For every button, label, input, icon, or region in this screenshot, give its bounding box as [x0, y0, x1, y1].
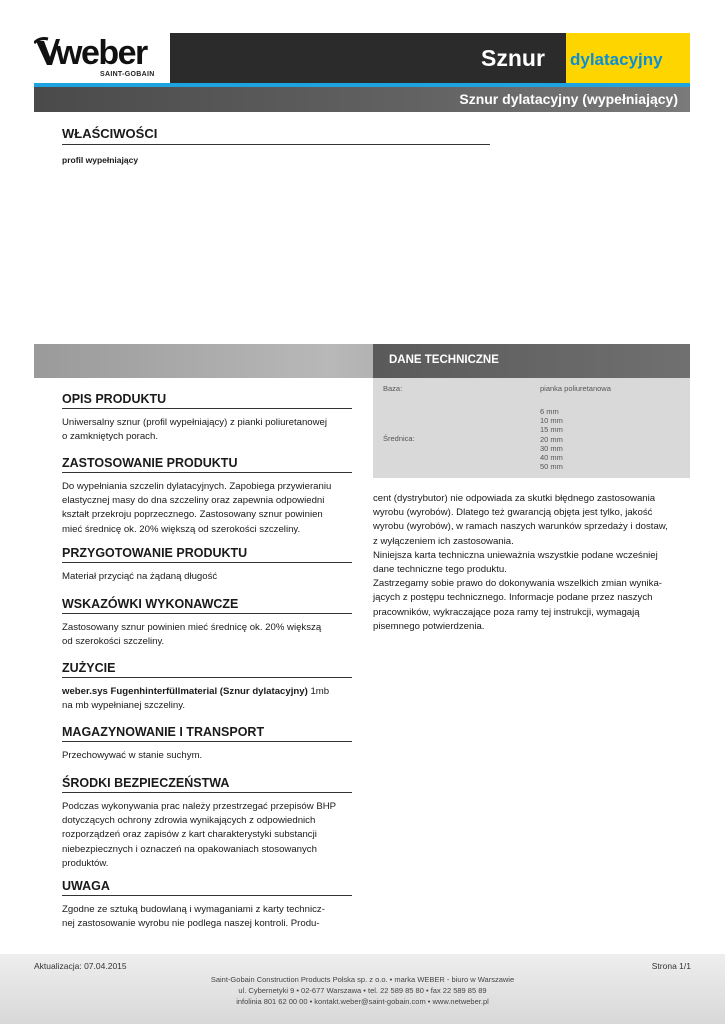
text-line: Niniejsza karta techniczna unieważnia wszystkie podane wcześniej: [373, 549, 658, 561]
text-line: Zastosowany sznur powinien mieć średnicę ok. 20% większą: [62, 622, 322, 633]
section-heading-zastosowanie: ZASTOSOWANIE PRODUKTU: [62, 456, 238, 470]
tech-value-diameter: 30 mm: [540, 443, 563, 453]
section-text-zuzycie: [62, 685, 354, 713]
section-heading-magazynowanie: MAGAZYNOWANIE I TRANSPORT: [62, 725, 265, 739]
text-line: niebezpiecznych i oznaczeń na opakowaniach stosowanych: [62, 843, 317, 855]
product-full-name: Sznur dylatacyjny (wypełniający): [459, 91, 678, 107]
section-rule: [62, 677, 352, 678]
product-subtitle: dylatacyjny: [570, 50, 663, 69]
text-line: kształt przekroju poprzecznego. Zastosowany sznur powinien: [62, 509, 323, 521]
text-line: produktów.: [62, 857, 109, 869]
text-line: pracowników, wykraczające poza ramy tej instrukcji, wymagają: [373, 606, 640, 618]
section-rule: [62, 613, 352, 614]
text-line: od szerokości szczeliny.: [62, 636, 165, 648]
text-line: nej zastosowanie wyrobu nie podlega naszej kontroli. Produ-: [62, 918, 320, 930]
text-line: Zastrzegamy sobie prawo do dokonywania wszelkich zmian wynika-: [373, 578, 663, 590]
text-line: mieć średnicę ok. 20% większą od szerokości szczeliny.: [62, 523, 301, 535]
product-reference: weber.sys Fugenhinterfüllmaterial (Sznur dylatacyjny): [62, 686, 308, 697]
weber-logo: [34, 33, 170, 83]
section-text-opis: [62, 416, 354, 444]
section-heading-przygotowanie: PRZYGOTOWANIE PRODUKTU: [62, 546, 248, 560]
text-line: cent (dystrybutor) nie odpowiada za skutki błędnego zastosowania: [373, 493, 656, 504]
tech-values-srednica: [540, 407, 563, 471]
tech-data-header: [373, 344, 690, 378]
section-heading-opis: OPIS PRODUKTU: [62, 392, 167, 406]
update-date: Aktualizacja: 07.04.2015: [34, 961, 127, 971]
section-text-przygotowanie: [62, 570, 354, 584]
footer-company: Saint-Gobain Construction Products Polska sp. z o.o. • marka WEBER - biuro w Warszawie: [210, 975, 515, 984]
section-heading-zuzycie: ZUŻYCIE: [62, 661, 116, 675]
text-line: Uniwersalny sznur (profil wypełniający) z pianki poliuretanowej: [62, 417, 328, 428]
text-line: jących z postępu technicznego. Informacje podane przez naszych: [373, 592, 653, 604]
section-rule: [62, 408, 352, 409]
section-rule: [62, 741, 352, 742]
text-line: Przechowywać w stanie suchym.: [62, 750, 203, 761]
product-title: Sznur: [481, 45, 545, 71]
tech-value-diameter: 15 mm: [540, 425, 563, 435]
section-text-bezpieczenstwo: [62, 800, 354, 871]
text-line: o zamkniętych porach.: [62, 431, 158, 443]
text-line: dotyczących ochrony zdrowia wynikających z odpowiednich: [62, 815, 316, 827]
section-rule: [62, 792, 352, 793]
section-text-magazynowanie: [62, 749, 354, 763]
section-text-zastosowanie: [62, 480, 354, 537]
text-line: rozporządzeń oraz zapisów z kart charakterystyki substancji: [62, 829, 317, 841]
text-line: dane techniczne tego produktu.: [373, 564, 507, 576]
section-text-uwaga: [62, 903, 354, 931]
tech-data-heading: DANE TECHNICZNE: [389, 354, 499, 366]
footer-address: ul. Cybernetyki 9 • 02-677 Warszawa • tel. 22 589 85 80 • fax 22 589 85 89: [238, 986, 487, 995]
text-line: pisemnego potwierdzenia.: [373, 620, 485, 632]
section-rule: [62, 562, 352, 563]
uwaga-continuation: [373, 492, 691, 634]
product-name-bar: [34, 87, 690, 112]
logo-subtext: SAINT-GOBAIN: [100, 71, 155, 78]
tech-value-diameter: 10 mm: [540, 416, 563, 426]
text-line: Do wypełniania szczelin dylatacyjnych. Zapobiega przywieraniu: [62, 481, 332, 492]
footer-contact: infolinia 801 62 00 00 • kontakt.weber@saint-gobain.com • www.netweber.pl: [236, 997, 489, 1006]
properties-text: profil wypełniający: [62, 155, 139, 165]
tech-label-baza: Baza:: [383, 384, 403, 393]
tech-data-table: [373, 378, 690, 478]
section-heading-wskazowki: WSKAZÓWKI WYKONAWCZE: [62, 597, 239, 611]
text-line: Zgodne ze sztuką budowlaną i wymaganiami z karty technicz-: [62, 904, 325, 915]
properties-heading: WŁAŚCIWOŚCI: [62, 126, 158, 141]
tech-value-baza: pianka poliuretanowa: [540, 384, 611, 393]
section-text-wskazowki: [62, 621, 354, 649]
tech-value-diameter: 20 mm: [540, 434, 563, 444]
page-number: Strona 1/1: [651, 961, 691, 971]
tech-value-diameter: 40 mm: [540, 453, 563, 463]
text-line: Materiał przyciąć na żądaną długość: [62, 571, 218, 582]
text-line: wyrobu (wyrobów). Dlatego też gwarancją objęta jest tylko, jakość: [373, 507, 653, 519]
text-line: z wyłączeniem ich zastosowania.: [373, 535, 514, 547]
section-rule: [62, 472, 352, 473]
text-line: elastycznej masy do dna szczeliny oraz zapewnia odpowiedni: [62, 495, 325, 507]
consumption-value: 1mb: [307, 686, 330, 697]
text-line: Podczas wykonywania prac należy przestrzegać przepisów BHP: [62, 801, 337, 812]
section-rule: [62, 895, 352, 896]
tech-label-srednica: Średnica:: [383, 434, 415, 443]
tech-value-diameter: 50 mm: [540, 462, 563, 472]
text-line: na mb wypełnianej szczeliny.: [62, 700, 185, 712]
properties-rule: [62, 144, 490, 145]
logo-wordmark: weber: [56, 34, 147, 72]
tech-value-diameter: 6 mm: [540, 407, 559, 416]
section-heading-bezpieczenstwo: ŚRODKI BEZPIECZEŃSTWA: [62, 776, 230, 790]
text-line: wyrobu (wyrobów), w ramach naszych warunków sprzedaży i dostaw,: [373, 521, 668, 533]
section-heading-uwaga: UWAGA: [62, 879, 110, 893]
text-line: [62, 685, 354, 699]
